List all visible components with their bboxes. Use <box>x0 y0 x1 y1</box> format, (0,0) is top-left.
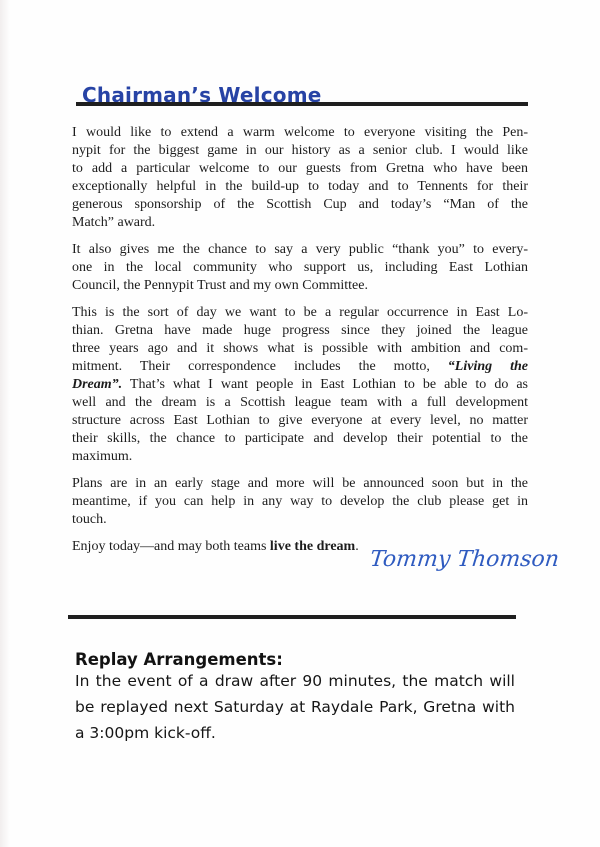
replay-text <box>75 668 515 746</box>
text-line: mitment. Their correspondence includes the motto, “Living the <box>72 359 528 374</box>
text-line: It also gives me the chance to say a very public “thank you” to every- <box>72 242 528 257</box>
text-line: generous sponsorship of the Scottish Cup and today’s “Man of the <box>72 197 528 212</box>
text-line: Enjoy today—and may both teams live the dream. <box>72 539 359 554</box>
paragraph <box>72 124 528 232</box>
text-line: well and the dream is a Scottish league team with a full development <box>72 395 528 410</box>
replay-heading: Replay Arrangements: <box>75 649 283 669</box>
text-line: their skills, the chance to participate and develop their potential to the <box>72 431 528 446</box>
replay-line: In the event of a draw after 90 minutes, the match will <box>75 672 515 690</box>
text-line: meantime, if you can help in any way to develop the club please get in <box>72 494 528 509</box>
chairman-signature: Tommy Thomson <box>368 547 561 572</box>
text-line: one in the local community who support us, including East Lothian <box>72 260 528 275</box>
replay-divider <box>68 615 516 619</box>
text-line: structure across East Lothian to give everyone at every level, no matter <box>72 413 528 428</box>
text-line: thian. Gretna have made huge progress since they joined the league <box>72 323 528 338</box>
text-line: to add a particular welcome to our guests from Gretna who have been <box>72 161 528 176</box>
text-line: I would like to extend a warm welcome to everyone visiting the Pen- <box>72 125 528 140</box>
paragraph <box>72 304 528 466</box>
welcome-paragraphs <box>72 124 528 565</box>
text-line: Dream”. That’s what I want people in East Lothian to be able to do as <box>72 377 528 392</box>
title-divider <box>76 102 528 106</box>
text-line: Match” award. <box>72 215 156 230</box>
paragraph <box>72 475 528 529</box>
text-line: Plans are in an early stage and more will be announced soon but in the <box>72 476 528 491</box>
paragraph <box>72 241 528 295</box>
text-line: touch. <box>72 512 107 527</box>
page-title: Chairman’s Welcome <box>82 83 322 108</box>
text-line: nypit for the biggest game in our history as a senior club. I would like <box>72 143 528 158</box>
text-line: maximum. <box>72 449 133 464</box>
replay-line: be replayed next Saturday at Raydale Park, Gretna with <box>75 698 515 716</box>
text-line: three years ago and it shows what is possible with ambition and com- <box>72 341 528 356</box>
replay-line: a 3:00pm kick-off. <box>75 724 216 742</box>
text-line: exceptionally helpful in the build-up to today and to Tennents for their <box>72 179 528 194</box>
page-edge <box>0 0 10 847</box>
text-line: Council, the Pennypit Trust and my own Committee. <box>72 278 368 293</box>
text-line: This is the sort of day we want to be a regular occurrence in East Lo- <box>72 305 528 320</box>
